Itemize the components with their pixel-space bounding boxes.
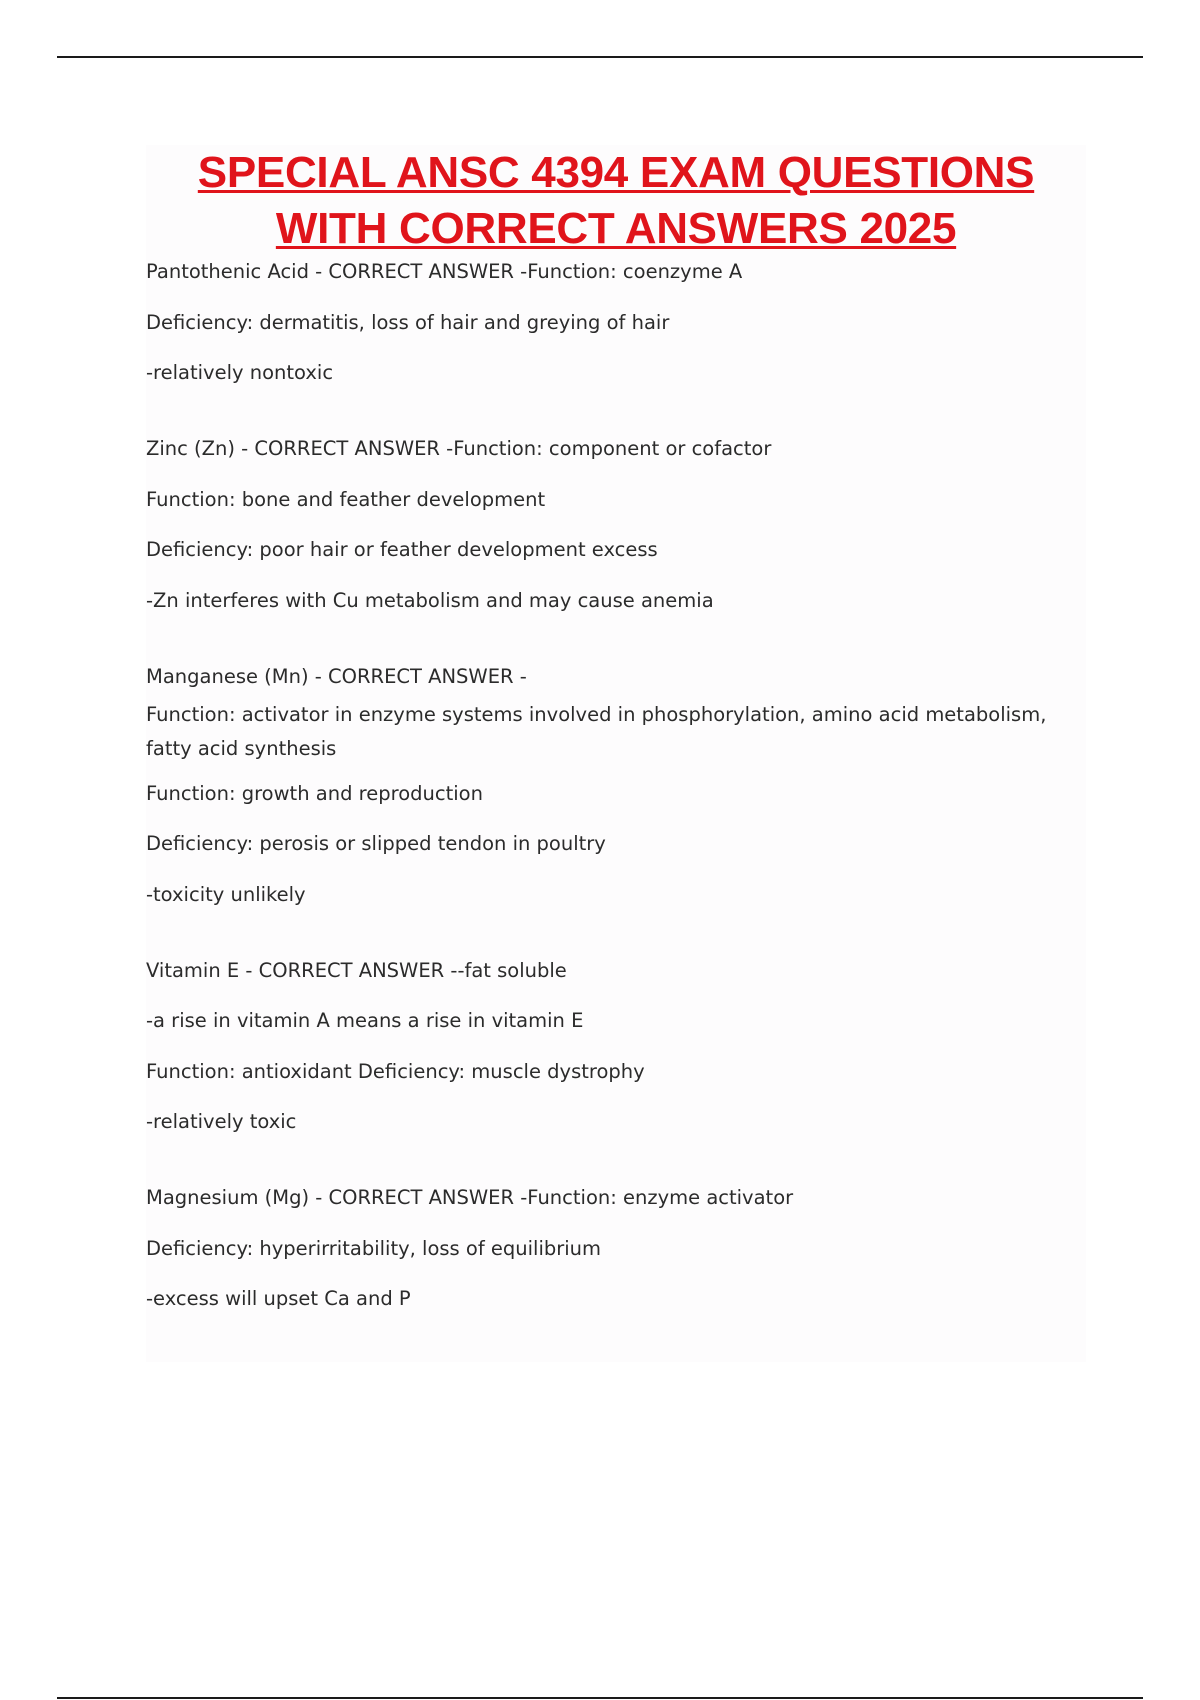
- qa-entry-magnesium: [146, 1185, 1086, 1312]
- entry-line: Pantothenic Acid - CORRECT ANSWER -Function: coenzyme A: [146, 260, 743, 283]
- title-line-2: WITH CORRECT ANSWERS 2025: [275, 204, 957, 253]
- entry-line: Deficiency: poor hair or feather development excess: [146, 538, 658, 561]
- entry-line: Manganese (Mn) - CORRECT ANSWER -: [146, 664, 527, 688]
- entry-line: -relatively toxic: [146, 1110, 297, 1133]
- entry-line: -toxicity unlikely: [146, 882, 306, 906]
- qa-entry-pantothenic-acid: [146, 259, 1086, 386]
- qa-entry-manganese: [146, 664, 1086, 908]
- bottom-rule: [57, 1697, 1143, 1699]
- entry-line: Deficiency: perosis or slipped tendon in poultry: [146, 832, 606, 855]
- entry-line: Magnesium (Mg) - CORRECT ANSWER -Function: enzyme activator: [146, 1186, 794, 1209]
- entry-line: Function: growth and reproduction: [146, 781, 483, 805]
- top-rule: [57, 56, 1143, 58]
- qa-entries: [146, 259, 1086, 1312]
- entry-line: -excess will upset Ca and P: [146, 1287, 411, 1310]
- entry-line: -Zn interferes with Cu metabolism and may cause anemia: [146, 588, 714, 612]
- document-title: [146, 145, 1086, 257]
- entry-line: Function: antioxidant Deficiency: muscle dystrophy: [146, 1059, 645, 1083]
- qa-entry-zinc: [146, 436, 1086, 614]
- document-page: [146, 145, 1086, 1362]
- title-line-1: SPECIAL ANSC 4394 EXAM QUESTIONS: [197, 148, 1035, 197]
- entry-line: Zinc (Zn) - CORRECT ANSWER -Function: component or cofactor: [146, 437, 772, 460]
- entry-line: -relatively nontoxic: [146, 361, 334, 384]
- entry-line: Function: bone and feather development: [146, 487, 546, 511]
- entry-line: -a rise in vitamin A means a rise in vitamin E: [146, 1009, 584, 1032]
- qa-entry-vitamin-e: [146, 958, 1086, 1136]
- entry-line: Deficiency: dermatitis, loss of hair and greying of hair: [146, 310, 670, 334]
- entry-line: Vitamin E - CORRECT ANSWER --fat soluble: [146, 958, 567, 982]
- entry-line: Deficiency: hyperirritability, loss of equilibrium: [146, 1236, 602, 1260]
- entry-line: Function: activator in enzyme systems involved in phosphorylation, amino acid metabolism, fatty acid synthesis: [146, 702, 1047, 760]
